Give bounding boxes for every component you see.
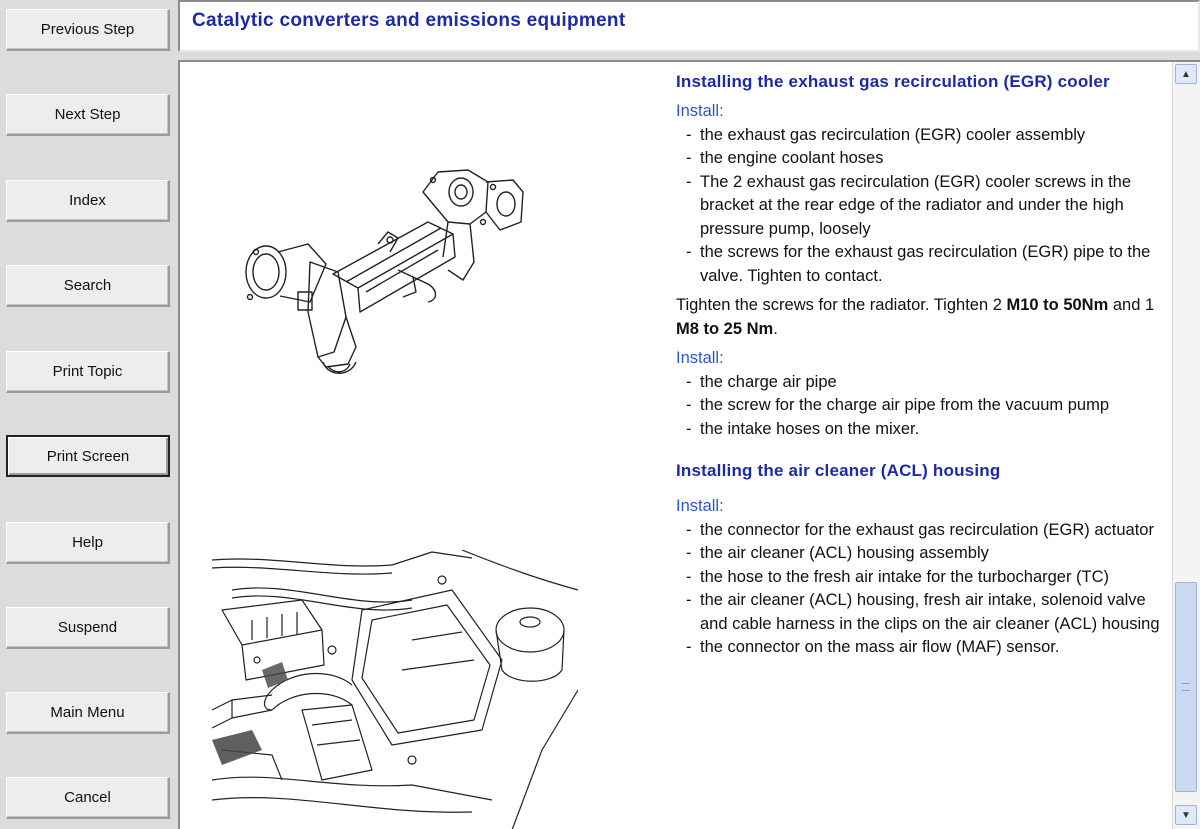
cancel-button[interactable]: Cancel: [6, 777, 170, 819]
engine-bay-illustration: [212, 550, 578, 829]
previous-step-button[interactable]: Previous Step: [6, 9, 170, 51]
next-step-button[interactable]: Next Step: [6, 94, 170, 136]
print-screen-button[interactable]: Print Screen: [6, 435, 170, 477]
navigation-panel: [0, 0, 178, 829]
help-button[interactable]: Help: [6, 522, 170, 564]
list-item: - the screws for the exhaust gas recirculation (EGR) pipe to the valve. Tighten to contact.: [676, 241, 1166, 288]
suspend-button[interactable]: Suspend: [6, 607, 170, 649]
install-label: Install:: [676, 497, 724, 515]
list-item: - the air cleaner (ACL) housing assembly: [676, 542, 1166, 566]
step-list: [676, 519, 1166, 660]
document-content: [180, 62, 1170, 829]
step-list: [676, 124, 1166, 289]
torque-note: Tighten the screws for the radiator. Tighten 2 M10 to 50Nm and 1 M8 to 25 Nm.: [676, 296, 1155, 338]
step-list: [676, 371, 1166, 442]
list-item: - the intake hoses on the mixer.: [676, 418, 1166, 442]
list-item: - the screw for the charge air pipe from the vacuum pump: [676, 394, 1166, 418]
scrollbar-thumb[interactable]: [1175, 582, 1197, 792]
instructions-column: [676, 70, 1166, 660]
main-menu-button[interactable]: Main Menu: [6, 692, 170, 734]
egr-cooler-illustration: [238, 152, 538, 452]
vertical-scrollbar[interactable]: [1172, 62, 1200, 829]
title-frame: [178, 0, 1200, 52]
list-item: - the engine coolant hoses: [676, 147, 1166, 171]
page-title: Catalytic converters and emissions equipment: [192, 10, 626, 31]
search-button[interactable]: Search: [6, 265, 170, 307]
install-label: Install:: [676, 102, 724, 120]
install-label: Install:: [676, 349, 724, 367]
scroll-down-icon[interactable]: ▼: [1175, 805, 1197, 825]
list-item: - the air cleaner (ACL) housing, fresh air intake, solenoid valve and cable harness in the clips on the air cleaner (ACL) housing: [676, 589, 1166, 636]
print-topic-button[interactable]: Print Topic: [6, 351, 170, 393]
torque-value-m10: M10 to 50Nm: [1006, 296, 1109, 314]
section-title-air-cleaner: Installing the air cleaner (ACL) housing: [676, 461, 1001, 480]
list-item: - the exhaust gas recirculation (EGR) cooler assembly: [676, 124, 1166, 148]
grip-icon: [1182, 683, 1190, 691]
list-item: - the connector for the exhaust gas recirculation (EGR) actuator: [676, 519, 1166, 543]
list-item: - the connector on the mass air flow (MAF) sensor.: [676, 636, 1166, 660]
torque-value-m8: M8 to 25 Nm: [676, 319, 774, 338]
section-title-egr-cooler: Installing the exhaust gas recirculation (EGR) cooler: [676, 72, 1110, 91]
list-item: - The 2 exhaust gas recirculation (EGR) cooler screws in the bracket at the rear edge of the radiator and under the high pressure pump, loosely: [676, 171, 1166, 242]
index-button[interactable]: Index: [6, 180, 170, 222]
list-item: - the charge air pipe: [676, 371, 1166, 395]
content-frame: [178, 60, 1200, 829]
scroll-up-icon[interactable]: ▲: [1175, 64, 1197, 84]
list-item: - the hose to the fresh air intake for the turbocharger (TC): [676, 566, 1166, 590]
